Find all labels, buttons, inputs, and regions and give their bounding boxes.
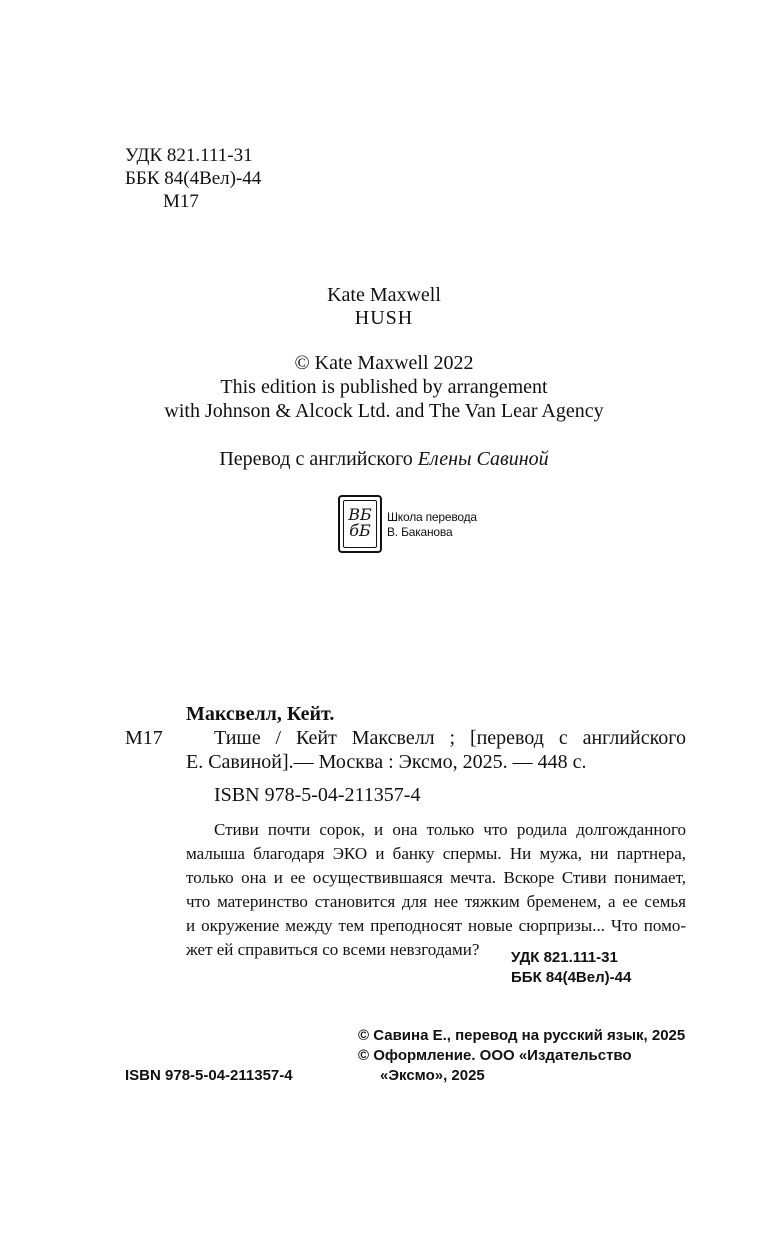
logo-letters-bottom: бБ xyxy=(349,521,371,540)
bbk-code: ББК 84(4Вел)-44 xyxy=(125,168,262,189)
copyright-translation: © Савина Е., перевод на русский язык, 2025 xyxy=(358,1027,686,1044)
logo-caption-line-2: В. Баканова xyxy=(387,525,453,539)
annotation-udk: УДК 821.111-31 xyxy=(511,949,618,966)
annotation-line-4: что материнство становится для нее тяжким бременем, а ее семья xyxy=(186,892,686,911)
copyright-design: © Оформление. ООО «Издательство xyxy=(358,1047,632,1064)
original-author: Kate Maxwell xyxy=(327,284,441,306)
annotation-line-6: жет ей справиться со всеми невзгодами? xyxy=(186,940,480,959)
logo-caption xyxy=(387,510,477,540)
record-isbn: ISBN 978-5-04-211357-4 xyxy=(214,784,421,806)
logo-caption-line-1: Школа перевода xyxy=(387,510,477,524)
record-heading: Максвелл, Кейт. xyxy=(186,703,335,725)
original-copyright: © Kate Maxwell 2022 xyxy=(294,352,474,374)
translator-name: Елены Савиной xyxy=(417,448,549,470)
logo-letters xyxy=(344,507,376,539)
translation-credit xyxy=(0,447,768,471)
annotation-line-5: и окружение между тем преподносят новые сюрпризы... Что помо- xyxy=(186,916,686,935)
record-description-line-1: Тише / Кейт Максвелл ; [перевод с английского xyxy=(214,727,686,749)
original-title: HUSH xyxy=(354,307,414,329)
edition-line-1: This edition is published by arrangement xyxy=(220,376,548,398)
footer-isbn: ISBN 978-5-04-211357-4 xyxy=(125,1067,293,1084)
annotation-line-1: Стиви почти сорок, и она только что родила долгожданного xyxy=(214,820,686,839)
copyright-publisher: «Эксмо», 2025 xyxy=(380,1067,485,1084)
record-description-line-2: Е. Савиной].— Москва : Эксмо, 2025. — 448 с. xyxy=(186,751,587,773)
edition-line-2: with Johnson & Alcock Ltd. and The Van Lear Agency xyxy=(164,400,604,422)
udk-code: УДК 821.111-31 xyxy=(125,145,253,166)
annotation-line-2: малыша благодаря ЭКО и банку спермы. Ни мужа, ни партнера, xyxy=(186,844,686,863)
logo-letters-top: ВБ xyxy=(348,505,372,524)
annotation-line-3: только она и ее осуществившаяся мечта. Вскоре Стиви понимает, xyxy=(186,868,686,887)
record-mark: М17 xyxy=(125,727,163,749)
annotation-bbk: ББК 84(4Вел)-44 xyxy=(511,969,632,986)
author-mark: М17 xyxy=(163,191,199,212)
translation-school-logo-icon xyxy=(338,495,382,553)
translation-prefix: Перевод с английского xyxy=(219,448,418,470)
